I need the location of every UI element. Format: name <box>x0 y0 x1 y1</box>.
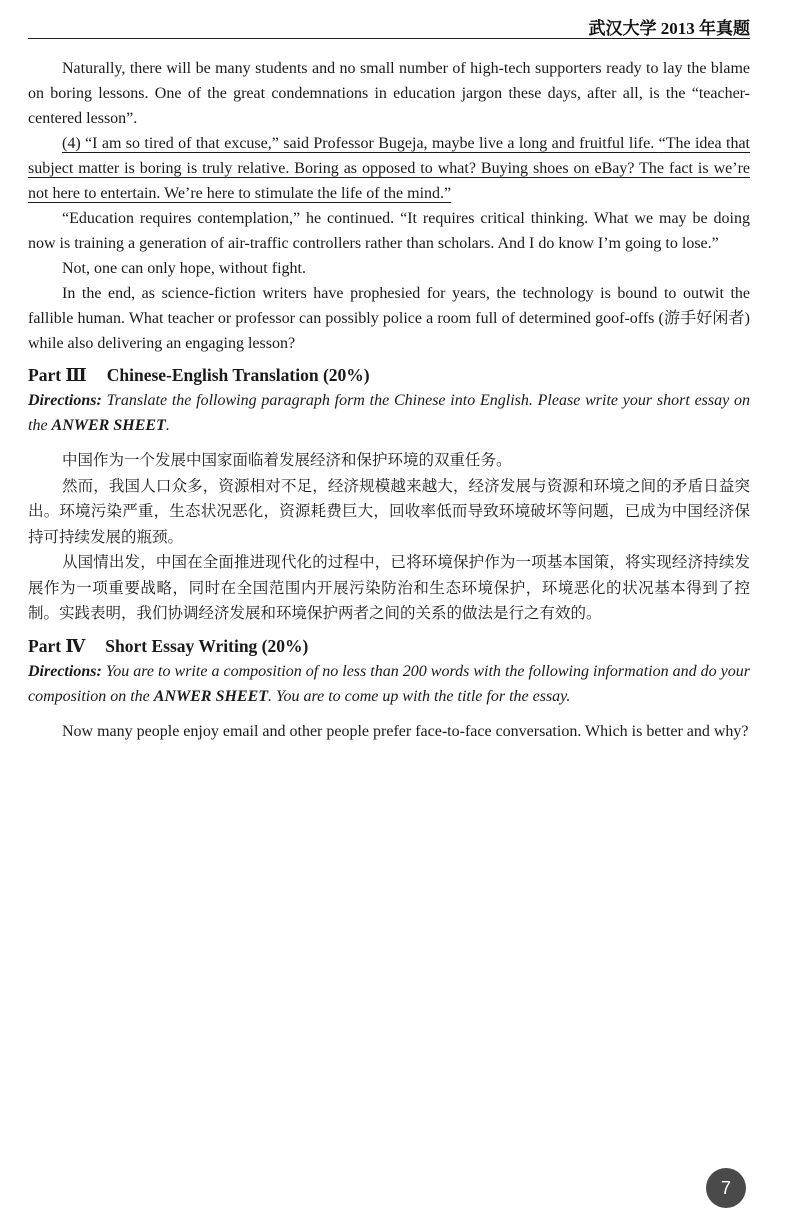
part-3-directions <box>28 388 750 438</box>
part-3-heading <box>28 363 750 388</box>
part-4-label: Part Ⅳ <box>28 635 86 656</box>
running-header: 武汉大学 2013 年真题 <box>588 19 750 38</box>
passage-paragraph-5: In the end, as science-fiction writers have prophesied for years, the technology is bound to outwit the fallible human. What teacher or professor can possibly police a room full of determined goof-offs (游手好闲者) while also delivering an engaging lesson? <box>28 285 750 352</box>
part-3-directions-label: Directions: <box>28 392 102 409</box>
part-3-directions-end: . <box>165 417 170 434</box>
chinese-paragraph-2: 然而，我国人口众多，资源相对不足，经济规模越来越大，经济发展与资源和环境之间的矛盾日益突出。环境污染严重，生态状况恶化，资源耗费巨大，回收率低而导致环境破坏等问题，已成为中国经济保持可持续发展的瓶颈。 <box>28 476 750 546</box>
part-4-heading <box>28 634 750 659</box>
question-4-text: (4) “I am so tired of that excuse,” said Professor Bugeja, maybe live a long and fruitful life. <box>62 135 659 152</box>
page-number-badge: 7 <box>706 1168 746 1208</box>
part-4-directions-end: . You are to come up with the title for the essay. <box>268 687 571 705</box>
passage-paragraph-2 <box>28 131 750 206</box>
chinese-paragraph-1: 中国作为一个发展中国家面临着发展经济和保护环境的双重任务。 <box>62 451 512 469</box>
part-3-answer-sheet: ANWER SHEET <box>51 417 166 434</box>
header-rule <box>28 38 750 39</box>
part-4-title: Short Essay Writing (20%) <box>105 635 309 656</box>
passage-paragraph-4: Not, one can only hope, without fight. <box>62 260 306 277</box>
page-content <box>28 56 750 744</box>
part-4-directions-label: Directions: <box>28 662 102 680</box>
essay-prompt: Now many people enjoy email and other people prefer face-to-face conversation. Which is better and why? <box>62 722 749 740</box>
passage-paragraph-1: Naturally, there will be many students and no small number of high-tech supporters ready to lay the blame on boring lessons. One of the great condemnations in education jargon these days, after all, is the “teacher-centered lesson”. <box>28 60 750 127</box>
part-4-directions-text: You are to write a composition of no less than 200 words with the following information and do your composition on the <box>28 662 751 705</box>
part-3-label: Part Ⅲ <box>28 365 87 385</box>
part-4-answer-sheet: ANWER SHEET <box>153 687 269 705</box>
chinese-paragraph-3: 从国情出发，中国在全面推进现代化的过程中，已将环境保护作为一项基本国策，将实现经济持续发展作为一项重要战略，同时在全国范围内开展污染防治和生态环境保护，环境恶化的状况基本得到了控制。实践表明，我们协调经济发展和环境保护两者之间的关系的做法是行之有效的。 <box>28 553 750 622</box>
passage-paragraph-3: “Education requires contemplation,” he continued. “It requires critical thinking. What we may be doing now is training a generation of air-traffic controllers rather than scholars. And I do know I’m going to lose.” <box>28 210 750 252</box>
question-4-quote: “The idea that subject matter is boring is truly relative. Boring as opposed to what? Buying shoes on eBay? The fact is we’re not here to entertain. We’re here to stimulate the life of the mind.” <box>28 135 751 202</box>
part-3-directions-text: Translate the following paragraph form the Chinese into English. Please write your short essay on the <box>28 392 751 434</box>
part-3-title: Chinese-English Translation (20%) <box>106 365 370 385</box>
part-4-directions <box>28 659 750 709</box>
